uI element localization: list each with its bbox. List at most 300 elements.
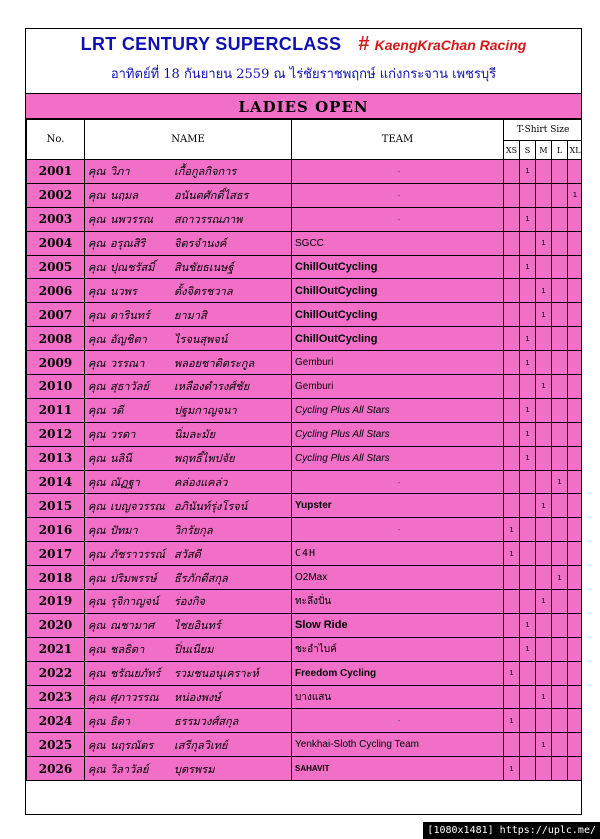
last-name: เสรีกุลวิเทย์	[174, 738, 228, 752]
size-cell-xl	[568, 661, 583, 685]
last-name: นิ่มละมัย	[174, 428, 216, 442]
name-prefix: คุณ	[88, 738, 106, 752]
name-prefix: คุณ	[88, 476, 106, 490]
first-name: ดารินทร์	[110, 308, 150, 322]
size-cell-xs	[504, 685, 520, 709]
entry-number: 2002	[27, 183, 85, 207]
entry-number: 2010	[27, 375, 85, 399]
size-cell-m	[536, 542, 552, 566]
team-name: Yupster	[292, 494, 504, 518]
size-cell-s: 1	[520, 446, 536, 470]
size-cell-xs	[504, 733, 520, 757]
name-prefix: คุณ	[88, 380, 106, 394]
size-cell-l	[552, 590, 568, 614]
rider-name	[85, 542, 292, 566]
size-cell-m	[536, 207, 552, 231]
table-row	[27, 542, 583, 566]
entry-number: 2009	[27, 351, 85, 375]
size-cell-l	[552, 613, 568, 637]
size-cell-xs	[504, 231, 520, 255]
size-cell-xl	[568, 613, 583, 637]
size-cell-l	[552, 160, 568, 184]
entry-number: 2024	[27, 709, 85, 733]
last-name: วิกรัยกุล	[174, 523, 213, 537]
team-name: Gemburi	[292, 351, 504, 375]
size-cell-l	[552, 398, 568, 422]
last-name: ปิ่นเนียม	[174, 643, 214, 657]
size-cell-m: 1	[536, 375, 552, 399]
size-cell-l	[552, 255, 568, 279]
rider-name	[85, 757, 292, 781]
size-cell-m	[536, 327, 552, 351]
size-cell-m: 1	[536, 279, 552, 303]
name-prefix: คุณ	[88, 667, 106, 681]
rider-name	[85, 398, 292, 422]
team-name: -	[292, 183, 504, 207]
size-cell-s	[520, 542, 536, 566]
size-xs-header: XS	[504, 141, 520, 160]
last-name: ร่องกิจ	[174, 595, 205, 609]
entry-number: 2025	[27, 733, 85, 757]
size-cell-xl	[568, 351, 583, 375]
table-row	[27, 566, 583, 590]
name-prefix: คุณ	[88, 714, 106, 728]
size-cell-xl	[568, 303, 583, 327]
last-name: รวมชนอนุเคราะห์	[174, 667, 259, 681]
size-cell-xs	[504, 446, 520, 470]
size-cell-xl	[568, 255, 583, 279]
entry-number: 2001	[27, 160, 85, 184]
rider-name	[85, 303, 292, 327]
category-banner: LADIES OPEN	[26, 93, 581, 119]
first-name: สุธาวัลย์	[110, 380, 149, 394]
table-row	[27, 422, 583, 446]
size-cell-s: 1	[520, 637, 536, 661]
rider-name	[85, 518, 292, 542]
racing-label: KaengKraChan Racing	[374, 37, 527, 53]
size-cell-l	[552, 231, 568, 255]
team-name: ChillOutCycling	[292, 279, 504, 303]
rider-name	[85, 327, 292, 351]
size-cell-s: 1	[520, 160, 536, 184]
team-name: ชะอำไบค์	[292, 637, 504, 661]
size-cell-s	[520, 709, 536, 733]
first-name: วิลาวัลย์	[110, 762, 149, 776]
rider-name	[85, 279, 292, 303]
size-cell-xs	[504, 494, 520, 518]
team-name: -	[292, 207, 504, 231]
col-tshirt-header: T-Shirt Size	[504, 120, 583, 141]
size-cell-xl	[568, 160, 583, 184]
table-row	[27, 303, 583, 327]
size-cell-s: 1	[520, 422, 536, 446]
first-name: นฤรณัตร	[110, 738, 154, 752]
name-prefix: คุณ	[88, 237, 106, 251]
name-prefix: คุณ	[88, 428, 106, 442]
size-cell-xl	[568, 446, 583, 470]
first-name: อัญชิตา	[110, 332, 147, 346]
size-cell-s: 1	[520, 255, 536, 279]
size-cell-l	[552, 637, 568, 661]
size-cell-xl	[568, 327, 583, 351]
first-name: ภัชราวรรณ์	[110, 547, 165, 561]
size-cell-xs	[504, 255, 520, 279]
size-cell-l	[552, 327, 568, 351]
size-cell-m: 1	[536, 303, 552, 327]
first-name: นวพร	[110, 284, 137, 298]
size-cell-xs: 1	[504, 518, 520, 542]
size-cell-s	[520, 661, 536, 685]
table-row	[27, 375, 583, 399]
size-cell-l	[552, 709, 568, 733]
team-name: SGCC	[292, 231, 504, 255]
first-name: นลินี	[110, 452, 132, 466]
size-cell-s	[520, 518, 536, 542]
rider-name	[85, 637, 292, 661]
size-cell-l: 1	[552, 470, 568, 494]
table-row	[27, 446, 583, 470]
first-name: วรรณา	[110, 356, 145, 370]
size-cell-m	[536, 160, 552, 184]
size-cell-l: 1	[552, 566, 568, 590]
event-title: LRT CENTURY SUPERCLASS	[80, 34, 342, 54]
name-prefix: คุณ	[88, 571, 106, 585]
team-name: -	[292, 470, 504, 494]
size-cell-xs: 1	[504, 757, 520, 781]
last-name: อภินันท์รุ่งโรจน์	[174, 499, 248, 513]
size-cell-l	[552, 685, 568, 709]
rider-name	[85, 255, 292, 279]
name-prefix: คุณ	[88, 547, 106, 561]
table-row	[27, 709, 583, 733]
size-cell-l	[552, 351, 568, 375]
table-row	[27, 637, 583, 661]
size-m-header: M	[536, 141, 552, 160]
size-cell-xs	[504, 351, 520, 375]
size-cell-l	[552, 183, 568, 207]
size-cell-m: 1	[536, 494, 552, 518]
first-name: ณชามาศ	[110, 619, 155, 633]
last-name: คล่องแคล่ว	[174, 476, 228, 490]
last-name: ไรจนสุพจน์	[174, 332, 228, 346]
rider-name	[85, 494, 292, 518]
rider-name	[85, 709, 292, 733]
team-name: Slow Ride	[292, 613, 504, 637]
rider-name	[85, 375, 292, 399]
table-row	[27, 494, 583, 518]
size-cell-xs	[504, 183, 520, 207]
team-name: -	[292, 518, 504, 542]
last-name: ยามาสิ	[174, 308, 207, 322]
last-name: สถาวรรณภาพ	[174, 213, 243, 227]
table-row	[27, 351, 583, 375]
first-name: นฤมล	[110, 189, 139, 203]
size-cell-s	[520, 733, 536, 757]
entry-number: 2019	[27, 590, 85, 614]
last-name: บุตรพรม	[174, 762, 215, 776]
first-name: อรุณสิริ	[110, 237, 146, 251]
last-name: ไชยอินทร์	[174, 619, 221, 633]
first-name: ปริมพรรษ์	[110, 571, 157, 585]
rider-name	[85, 207, 292, 231]
size-cell-s	[520, 494, 536, 518]
table-row	[27, 231, 583, 255]
size-cell-xl	[568, 757, 583, 781]
team-name: Freedom Cycling	[292, 661, 504, 685]
entry-number: 2017	[27, 542, 85, 566]
size-cell-xs	[504, 566, 520, 590]
size-cell-xs: 1	[504, 709, 520, 733]
size-cell-l	[552, 375, 568, 399]
table-row	[27, 470, 583, 494]
size-cell-xs	[504, 398, 520, 422]
size-cell-xl	[568, 494, 583, 518]
size-cell-l	[552, 757, 568, 781]
col-no-header: No.	[27, 120, 85, 160]
size-cell-m	[536, 446, 552, 470]
size-cell-xs	[504, 279, 520, 303]
size-cell-m	[536, 757, 552, 781]
size-cell-l	[552, 518, 568, 542]
team-name: -	[292, 160, 504, 184]
size-cell-l	[552, 303, 568, 327]
team-name: SAHAVIT	[292, 757, 504, 781]
rider-name	[85, 661, 292, 685]
first-name: ณัฏฐา	[110, 476, 140, 490]
size-cell-xl	[568, 231, 583, 255]
rider-name	[85, 470, 292, 494]
name-prefix: คุณ	[88, 452, 106, 466]
entry-number: 2018	[27, 566, 85, 590]
name-prefix: คุณ	[88, 523, 106, 537]
size-cell-l	[552, 542, 568, 566]
table-row	[27, 207, 583, 231]
entry-rows	[27, 160, 583, 781]
team-name: ChillOutCycling	[292, 255, 504, 279]
last-name: หน่องพงษ์	[174, 691, 221, 705]
team-name: Cycling Plus All Stars	[292, 422, 504, 446]
last-name: จิตรจำนงค์	[174, 237, 227, 251]
team-name: ทะลึ่งปั่น	[292, 590, 504, 614]
size-cell-xl	[568, 422, 583, 446]
rider-name	[85, 351, 292, 375]
name-prefix: คุณ	[88, 189, 106, 203]
size-cell-m: 1	[536, 590, 552, 614]
col-team-header: TEAM	[292, 120, 504, 160]
size-cell-s	[520, 685, 536, 709]
size-cell-m	[536, 470, 552, 494]
first-name: วดี	[110, 404, 124, 418]
size-cell-m	[536, 709, 552, 733]
entry-number: 2020	[27, 613, 85, 637]
rider-name	[85, 566, 292, 590]
size-cell-l	[552, 446, 568, 470]
rider-name	[85, 590, 292, 614]
size-cell-xl: 1	[568, 183, 583, 207]
entry-number: 2026	[27, 757, 85, 781]
size-cell-s	[520, 303, 536, 327]
name-prefix: คุณ	[88, 762, 106, 776]
first-name: นพวรรณ	[110, 213, 153, 227]
size-cell-l	[552, 494, 568, 518]
last-name: ตั้งจิตรชวาล	[174, 284, 233, 298]
size-cell-m	[536, 422, 552, 446]
last-name: สวัสดี	[174, 547, 201, 561]
size-cell-xl	[568, 709, 583, 733]
entry-number: 2014	[27, 470, 85, 494]
table-row	[27, 327, 583, 351]
size-cell-xl	[568, 375, 583, 399]
hashtag-mark: #	[358, 33, 370, 55]
size-cell-xl	[568, 685, 583, 709]
rider-name	[85, 422, 292, 446]
size-xl-header: XL	[568, 141, 583, 160]
first-name: เบญจวรรณ	[110, 499, 165, 513]
last-name: พลอยชาติตระกูล	[174, 356, 255, 370]
size-cell-s	[520, 231, 536, 255]
table-row	[27, 398, 583, 422]
entry-number: 2021	[27, 637, 85, 661]
table-row	[27, 685, 583, 709]
team-name: Cycling Plus All Stars	[292, 446, 504, 470]
size-cell-l	[552, 279, 568, 303]
size-cell-m	[536, 661, 552, 685]
name-prefix: คุณ	[88, 404, 106, 418]
size-cell-xl	[568, 590, 583, 614]
team-name: Gemburi	[292, 375, 504, 399]
size-cell-m: 1	[536, 685, 552, 709]
size-cell-xs	[504, 160, 520, 184]
size-cell-l	[552, 422, 568, 446]
table-row	[27, 613, 583, 637]
size-cell-s	[520, 279, 536, 303]
size-cell-s	[520, 183, 536, 207]
event-subtitle: อาทิตย์ที่ 18 กันยายน 2559 ณ ไร่ชัยราชพฤกษ์ แก่งกระจาน เพชรบุรี	[110, 67, 497, 82]
last-name: สินชัยธเนษฐ์	[174, 261, 234, 274]
size-cell-s	[520, 566, 536, 590]
name-prefix: คุณ	[88, 165, 106, 179]
table-row	[27, 518, 583, 542]
size-cell-m: 1	[536, 231, 552, 255]
size-cell-xs	[504, 470, 520, 494]
size-cell-s	[520, 590, 536, 614]
size-cell-xs	[504, 303, 520, 327]
size-cell-l	[552, 661, 568, 685]
size-cell-xs	[504, 375, 520, 399]
first-name: ธิดา	[110, 714, 131, 728]
entry-number: 2005	[27, 255, 85, 279]
last-name: อนันตศักดิ์ไสธร	[174, 189, 249, 203]
name-prefix: คุณ	[88, 595, 106, 609]
size-cell-m	[536, 398, 552, 422]
last-name: ธรรมวงศ์สกุล	[174, 714, 239, 728]
entry-number: 2016	[27, 518, 85, 542]
table-row	[27, 160, 583, 184]
name-prefix: คุณ	[88, 261, 106, 274]
rider-name	[85, 733, 292, 757]
rider-name	[85, 446, 292, 470]
table-row	[27, 757, 583, 781]
entry-number: 2011	[27, 398, 85, 422]
entry-number: 2006	[27, 279, 85, 303]
size-cell-s: 1	[520, 613, 536, 637]
size-cell-xl	[568, 279, 583, 303]
entry-number: 2023	[27, 685, 85, 709]
first-name: รุจิกาญจน์	[110, 595, 159, 609]
team-name: บางแสน	[292, 685, 504, 709]
rider-name	[85, 160, 292, 184]
size-cell-l	[552, 733, 568, 757]
size-cell-xl	[568, 398, 583, 422]
size-cell-m	[536, 613, 552, 637]
first-name: วรดา	[110, 428, 136, 442]
size-cell-xl	[568, 733, 583, 757]
entry-number: 2003	[27, 207, 85, 231]
entry-sheet	[25, 28, 582, 815]
watermark: [1080x1481] https://uplc.me/	[423, 822, 600, 839]
entry-number: 2004	[27, 231, 85, 255]
team-name: O2Max	[292, 566, 504, 590]
name-prefix: คุณ	[88, 691, 106, 705]
size-cell-xs	[504, 637, 520, 661]
last-name: เกื้อกูลกิจการ	[174, 165, 237, 179]
name-prefix: คุณ	[88, 619, 106, 633]
size-cell-xl	[568, 637, 583, 661]
table-row	[27, 255, 583, 279]
size-cell-xs	[504, 207, 520, 231]
last-name: ธีรภักดีสกุล	[174, 571, 228, 585]
first-name: วิภา	[110, 165, 130, 179]
first-name: ชลธิดา	[110, 643, 145, 657]
first-name: ชรัณยภัทร์	[110, 667, 161, 681]
size-cell-s: 1	[520, 207, 536, 231]
team-name: Yenkhai-Sloth Cycling Team	[292, 733, 504, 757]
last-name: ปฐมกาญจนา	[174, 404, 237, 418]
table-row	[27, 590, 583, 614]
team-name: -	[292, 709, 504, 733]
name-prefix: คุณ	[88, 332, 106, 346]
size-cell-m	[536, 351, 552, 375]
team-name: ChillOutCycling	[292, 327, 504, 351]
size-cell-m	[536, 518, 552, 542]
name-prefix: คุณ	[88, 643, 106, 657]
last-name: เหลืองดำรงศ์ชัย	[174, 380, 250, 394]
title-row	[26, 29, 581, 63]
table-row	[27, 733, 583, 757]
rider-name	[85, 685, 292, 709]
first-name: ศุภาวรรณ	[110, 691, 159, 705]
entry-number: 2012	[27, 422, 85, 446]
first-name: ปัทมา	[110, 523, 138, 537]
size-cell-s	[520, 375, 536, 399]
name-prefix: คุณ	[88, 499, 106, 513]
name-prefix: คุณ	[88, 308, 106, 322]
size-cell-m	[536, 566, 552, 590]
name-prefix: คุณ	[88, 284, 106, 298]
size-cell-xl	[568, 542, 583, 566]
rider-name	[85, 183, 292, 207]
size-cell-xs: 1	[504, 542, 520, 566]
team-name: ChillOutCycling	[292, 303, 504, 327]
size-s-header: S	[520, 141, 536, 160]
size-cell-xl	[568, 470, 583, 494]
entry-number: 2008	[27, 327, 85, 351]
size-cell-s: 1	[520, 351, 536, 375]
entry-number: 2013	[27, 446, 85, 470]
size-cell-s	[520, 757, 536, 781]
name-prefix: คุณ	[88, 356, 106, 370]
size-cell-m	[536, 255, 552, 279]
